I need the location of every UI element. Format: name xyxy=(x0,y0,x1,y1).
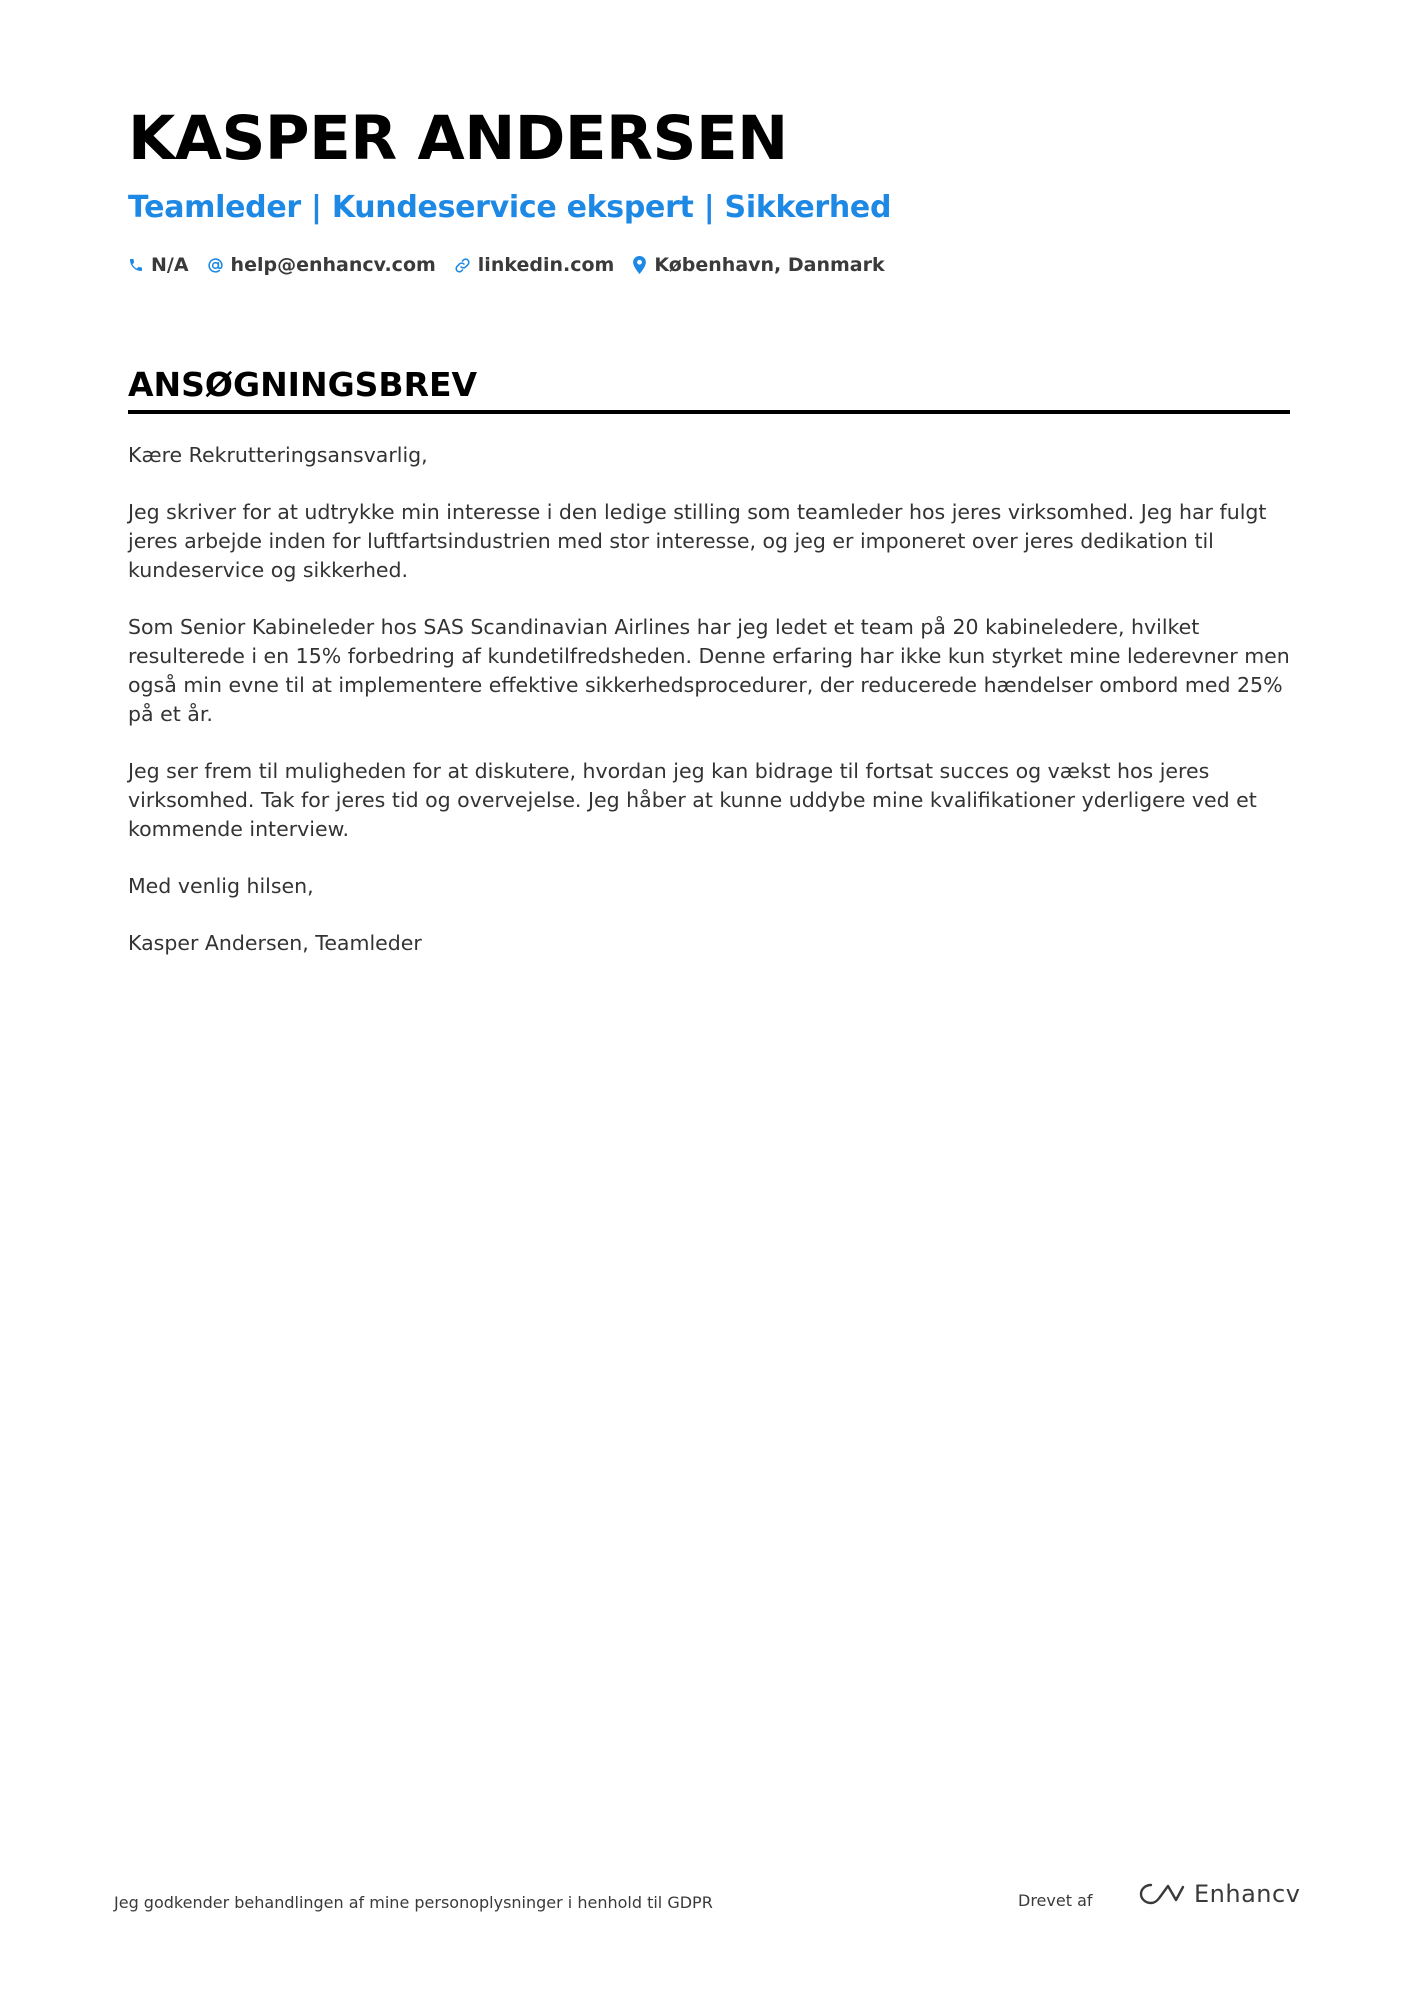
section-title: ANSØGNINGSBREV xyxy=(128,365,478,404)
applicant-headline: Teamleder | Kundeservice ekspert | Sikkerhed xyxy=(128,190,892,225)
at-icon xyxy=(207,257,224,274)
gdpr-consent: Jeg godkender behandlingen af mine personoplysninger i henhold til GDPR xyxy=(114,1893,713,1912)
letter-closing: Med venlig hilsen, xyxy=(128,874,314,898)
enhancv-logo-text: Enhancv xyxy=(1194,1880,1301,1908)
contact-location xyxy=(632,254,884,276)
letter-salutation: Kære Rekrutteringsansvarlig, xyxy=(128,443,428,467)
contact-email[interactable] xyxy=(207,254,436,276)
letter-paragraph: Jeg skriver for at udtrykke min interesse i den ledige stilling som teamleder hos jeres virksomhed. Jeg har fulgt jeres arbejde inden for luftfartsindustrien med stor interesse, og jeg er imponeret over jeres dedikation til kundeservice og sikkerhed. xyxy=(128,500,1267,582)
contact-linkedin-text[interactable]: linkedin.com xyxy=(477,254,615,276)
contact-phone-text: N/A xyxy=(151,254,189,276)
contact-email-text[interactable]: help@enhancv.com xyxy=(230,254,436,276)
letter-signature: Kasper Andersen, Teamleder xyxy=(128,931,422,955)
letter-body xyxy=(128,441,1293,986)
letter-paragraph: Jeg ser frem til muligheden for at diskutere, hvordan jeg kan bidrage til fortsat succes og vækst hos jeres virksomhed. Tak for jeres tid og overvejelse. Jeg håber at kunne uddybe mine kvalifikationer yderligere ved et kommende interview. xyxy=(128,759,1257,841)
applicant-name: KASPER ANDERSEN xyxy=(128,103,788,174)
section-divider xyxy=(128,410,1290,414)
contact-phone xyxy=(128,254,189,276)
link-icon xyxy=(454,257,471,274)
contact-linkedin[interactable] xyxy=(454,254,615,276)
contact-bar xyxy=(128,254,885,276)
letter-paragraph: Som Senior Kabineleder hos SAS Scandinavian Airlines har jeg ledet et team på 20 kabineledere, hvilket resulterede i en 15% forbedring af kundetilfredsheden. Denne erfaring har ikke kun styrket mine lederevner men også min evne til at implementere effektive sikkerhedsprocedurer, der reducerede hændelser ombord med 25% på et år. xyxy=(128,615,1290,726)
contact-location-text: København, Danmark xyxy=(654,254,885,276)
powered-by-label: Drevet af xyxy=(1018,1891,1093,1910)
enhancv-logo-icon xyxy=(1138,1881,1186,1907)
phone-icon xyxy=(128,257,144,273)
enhancv-logo[interactable] xyxy=(1138,1880,1300,1908)
location-pin-icon xyxy=(632,256,647,274)
